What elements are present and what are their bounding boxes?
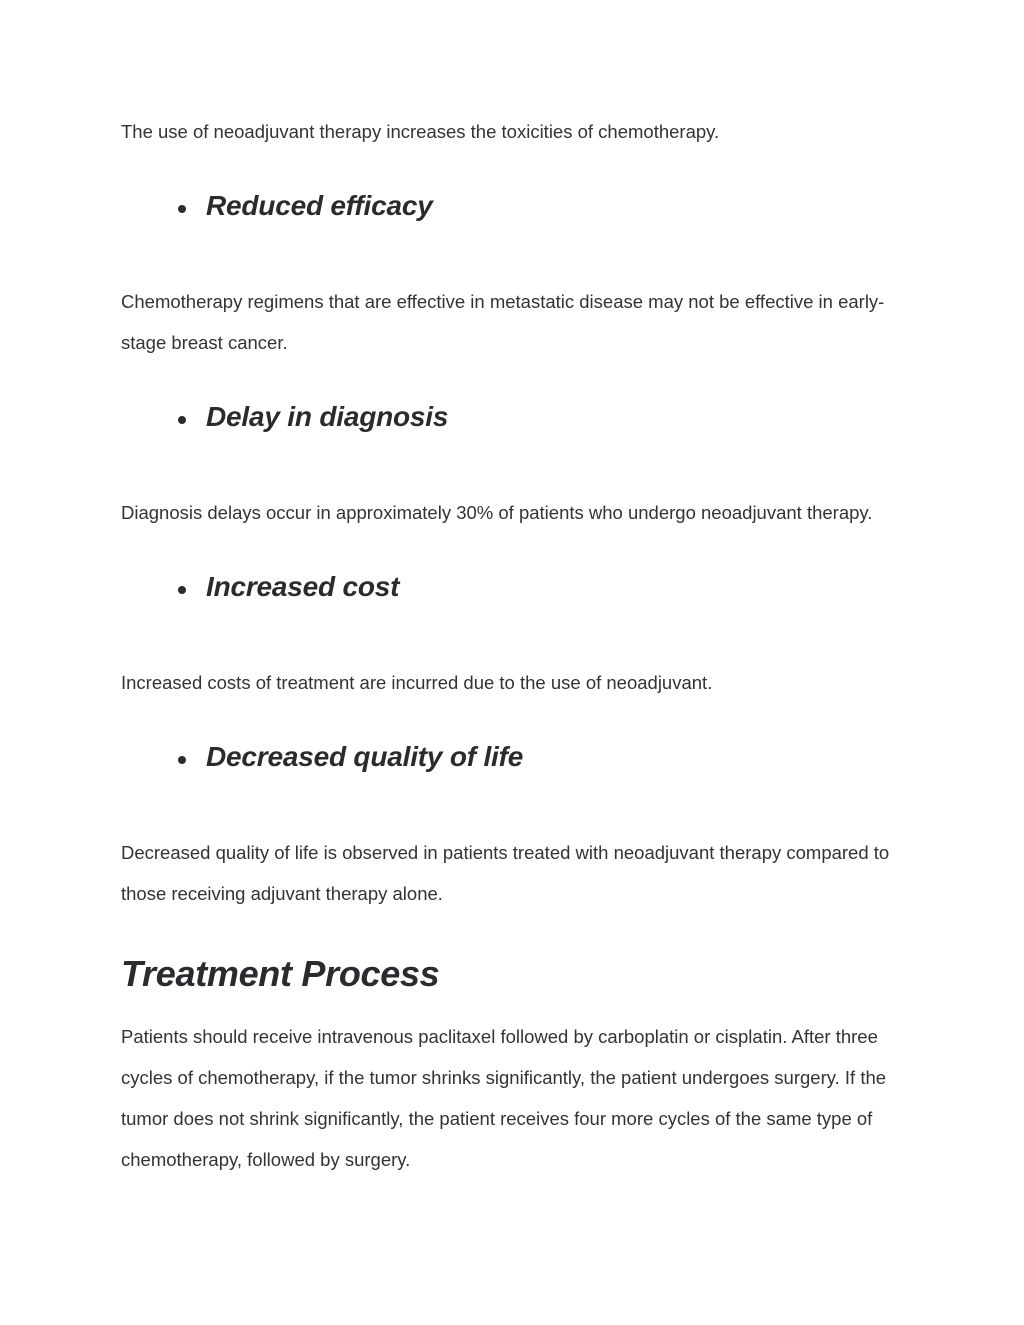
bullet-increased-cost (178, 571, 399, 603)
bullet-dot-icon (178, 416, 186, 424)
paragraph-reduced-efficacy: Chemotherapy regimens that are effective in metastatic disease may not be effective in early-stage breast cancer. (121, 291, 885, 353)
bullet-decreased-quality-of-life (178, 741, 523, 773)
bullet-heading: Decreased quality of life (206, 741, 524, 772)
paragraph-increased-cost: Increased costs of treatment are incurred due to the use of neoadjuvant. (121, 672, 713, 693)
paragraph-delay-in-diagnosis: Diagnosis delays occur in approximately 30% of patients who undergo neoadjuvant therapy. (121, 502, 873, 523)
section-heading-treatment-process: Treatment Process (121, 953, 440, 994)
bullet-heading: Delay in diagnosis (206, 401, 449, 432)
bullet-dot-icon (178, 756, 186, 764)
paragraph-decreased-quality-of-life: Decreased quality of life is observed in patients treated with neoadjuvant therapy compared to those receiving adjuvant therapy alone. (121, 842, 890, 904)
bullet-heading: Reduced efficacy (206, 190, 433, 221)
paragraph-treatment-process: Patients should receive intravenous paclitaxel followed by carboplatin or cisplatin. After three cycles of chemotherapy, if the tumor shrinks significantly, the patient undergoes surgery. If the tumor does not shrink significantly, the patient receives four more cycles of the same type of chemotherapy, followed by surgery. (121, 1026, 887, 1170)
paragraph-toxicities: The use of neoadjuvant therapy increases the toxicities of chemotherapy. (121, 121, 720, 142)
bullet-delay-in-diagnosis (178, 401, 448, 433)
bullet-reduced-efficacy (178, 190, 433, 222)
bullet-heading: Increased cost (206, 571, 400, 602)
bullet-dot-icon (178, 205, 186, 213)
bullet-dot-icon (178, 586, 186, 594)
